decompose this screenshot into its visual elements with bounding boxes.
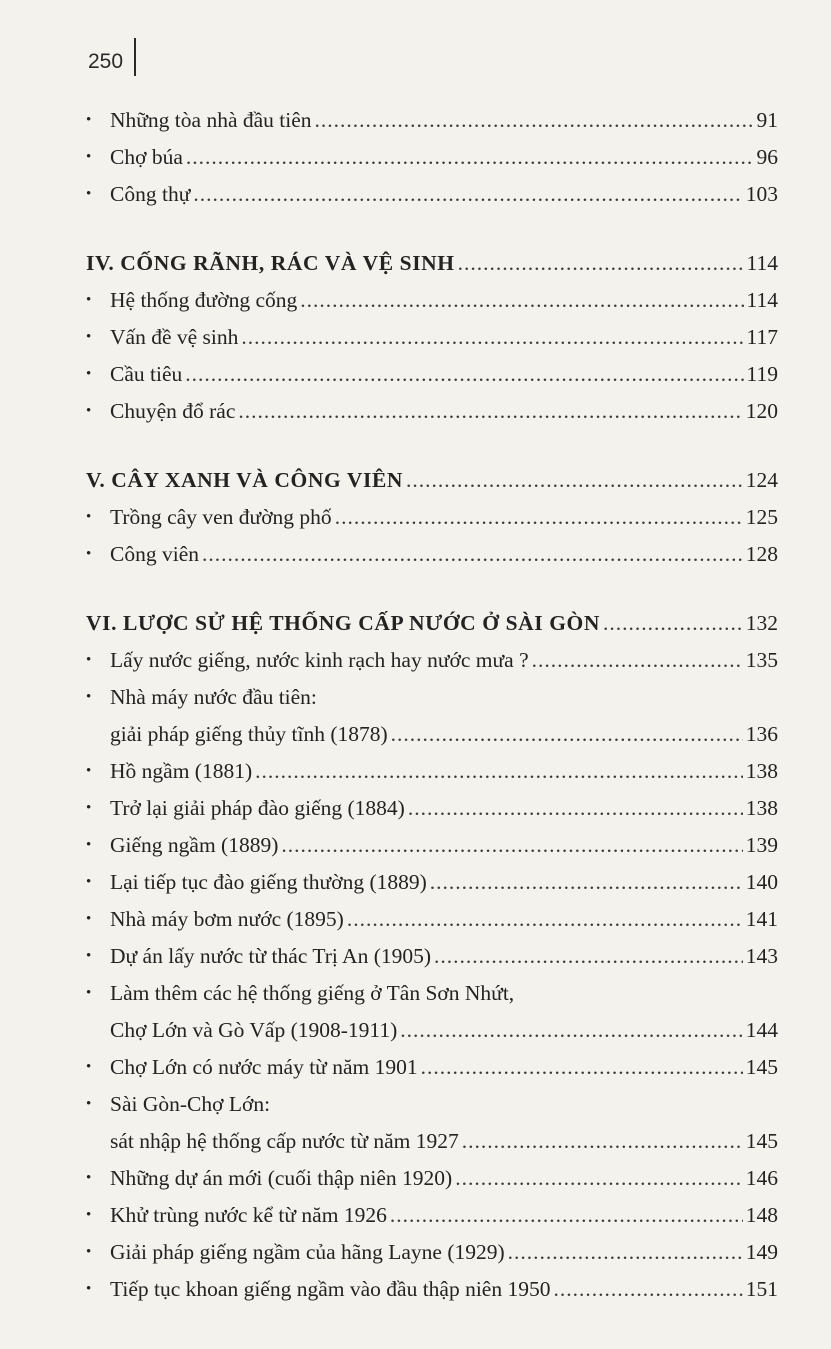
toc-entry-text: VI. LƯỢC SỬ HỆ THỐNG CẤP NƯỚC Ở SÀI GÒN xyxy=(86,611,600,635)
toc-page-number: 138 xyxy=(745,796,778,820)
toc-entry-text: Nhà máy bơm nước (1895) xyxy=(110,907,344,931)
dot-leader xyxy=(391,716,743,753)
toc-item xyxy=(86,679,778,753)
toc-page-number: 114 xyxy=(746,288,778,312)
toc-page-number: 114 xyxy=(746,251,778,275)
bullet-icon: • xyxy=(86,911,92,927)
toc-item xyxy=(86,827,778,864)
toc-entry-text: Vấn đề vệ sinh xyxy=(110,325,239,349)
dot-leader xyxy=(185,356,743,393)
toc-page-number: 124 xyxy=(745,468,778,492)
toc-item xyxy=(86,975,778,1049)
toc-entry-text: Chợ búa xyxy=(110,145,183,169)
bullet-icon: • xyxy=(86,652,92,668)
bullet-icon: • xyxy=(86,509,92,525)
page-number-rule xyxy=(134,38,136,76)
dot-leader xyxy=(400,1012,742,1049)
toc-item xyxy=(86,753,778,790)
table-of-contents xyxy=(86,102,778,1308)
toc-item xyxy=(86,102,778,139)
toc-page-number: 149 xyxy=(745,1240,778,1264)
toc-entry-text: Lấy nước giếng, nước kinh rạch hay nước mưa ? xyxy=(110,648,529,672)
toc-entry-text: Công viên xyxy=(110,542,199,566)
dot-leader xyxy=(603,605,743,642)
toc-entry-text: Chuyện đổ rác xyxy=(110,399,236,423)
toc-item xyxy=(86,790,778,827)
toc-page-number: 135 xyxy=(745,648,778,672)
dot-leader xyxy=(462,1123,743,1160)
dot-leader xyxy=(434,938,743,975)
toc-item xyxy=(86,1160,778,1197)
toc-item xyxy=(86,1197,778,1234)
toc-page-number: 145 xyxy=(745,1055,778,1079)
toc-entry-text: Công thự xyxy=(110,182,191,206)
bullet-icon: • xyxy=(86,546,92,562)
toc-entry-text: Trồng cây ven đường phố xyxy=(110,505,332,529)
bullet-icon: • xyxy=(86,837,92,853)
toc-item xyxy=(86,1049,778,1086)
toc-item xyxy=(86,1086,778,1160)
bullet-icon: • xyxy=(86,329,92,345)
toc-item xyxy=(86,176,778,213)
bullet-icon: • xyxy=(86,1244,92,1260)
toc-item xyxy=(86,901,778,938)
bullet-icon: • xyxy=(86,149,92,165)
toc-entry-text: Giếng ngầm (1889) xyxy=(110,833,279,857)
toc-page-number: 143 xyxy=(745,944,778,968)
toc-item xyxy=(86,139,778,176)
bullet-icon: • xyxy=(86,366,92,382)
toc-entry-text: Hệ thống đường cống xyxy=(110,288,298,312)
toc-item xyxy=(86,282,778,319)
toc-entry-text: Giải pháp giếng ngầm của hãng Layne (1929) xyxy=(110,1240,505,1264)
bullet-icon: • xyxy=(86,800,92,816)
bullet-icon: • xyxy=(86,1281,92,1297)
dot-leader xyxy=(532,642,743,679)
toc-page-number: 138 xyxy=(745,759,778,783)
dot-leader xyxy=(458,245,744,282)
bullet-icon: • xyxy=(86,403,92,419)
toc-entry-text: sát nhập hệ thống cấp nước từ năm 1927 xyxy=(110,1129,459,1153)
bullet-icon: • xyxy=(86,1059,92,1075)
toc-section-heading xyxy=(86,462,778,499)
toc-entry-text: Tiếp tục khoan giếng ngầm vào đầu thập niên 1950 xyxy=(110,1277,551,1301)
toc-page-number: 132 xyxy=(745,611,778,635)
toc-section-heading xyxy=(86,605,778,642)
dot-leader xyxy=(455,1160,743,1197)
toc-entry-text: Dự án lấy nước từ thác Trị An (1905) xyxy=(110,944,432,968)
dot-leader xyxy=(390,1197,743,1234)
bullet-icon: • xyxy=(86,112,92,128)
toc-entry-text: Chợ Lớn và Gò Vấp (1908-1911) xyxy=(110,1018,398,1042)
dot-leader xyxy=(430,864,743,901)
toc-section-heading xyxy=(86,245,778,282)
dot-leader xyxy=(347,901,743,938)
dot-leader xyxy=(186,139,754,176)
bullet-icon: • xyxy=(86,948,92,964)
toc-item xyxy=(86,536,778,573)
bullet-icon: • xyxy=(86,689,92,705)
toc-page-number: 141 xyxy=(745,907,778,931)
toc-item xyxy=(86,1271,778,1308)
toc-page-number: 151 xyxy=(745,1277,778,1301)
dot-leader xyxy=(281,827,742,864)
bullet-icon: • xyxy=(86,186,92,202)
dot-leader xyxy=(300,282,743,319)
bullet-icon: • xyxy=(86,763,92,779)
toc-item xyxy=(86,864,778,901)
toc-page-number: 120 xyxy=(745,399,778,423)
toc-item xyxy=(86,1234,778,1271)
bullet-icon: • xyxy=(86,1207,92,1223)
toc-item xyxy=(86,642,778,679)
dot-leader xyxy=(553,1271,742,1308)
toc-item xyxy=(86,499,778,536)
toc-entry-text: Cầu tiêu xyxy=(110,362,183,386)
dot-leader xyxy=(508,1234,743,1271)
bullet-icon: • xyxy=(86,1096,92,1112)
toc-page-number: 144 xyxy=(745,1018,778,1042)
bullet-icon: • xyxy=(86,292,92,308)
toc-entry-text: IV. CỐNG RÃNH, RÁC VÀ VỆ SINH xyxy=(86,251,455,275)
toc-entry-text: Sài Gòn-Chợ Lớn: xyxy=(110,1092,271,1116)
dot-leader xyxy=(241,319,743,356)
toc-entry-text: giải pháp giếng thủy tĩnh (1878) xyxy=(110,722,388,746)
toc-page-number: 136 xyxy=(745,722,778,746)
toc-entry-text: Hồ ngầm (1881) xyxy=(110,759,253,783)
toc-item xyxy=(86,356,778,393)
bullet-icon: • xyxy=(86,874,92,890)
dot-leader xyxy=(406,462,743,499)
toc-page-number: 148 xyxy=(745,1203,778,1227)
toc-page-number: 91 xyxy=(756,108,778,132)
dot-leader xyxy=(315,102,754,139)
toc-page-number: 140 xyxy=(745,870,778,894)
toc-entry-text: Những dự án mới (cuối thập niên 1920) xyxy=(110,1166,453,1190)
toc-item xyxy=(86,319,778,356)
bullet-icon: • xyxy=(86,1170,92,1186)
toc-item xyxy=(86,938,778,975)
dot-leader xyxy=(408,790,743,827)
toc-page-number: 96 xyxy=(756,145,778,169)
toc-entry-text: Trở lại giải pháp đào giếng (1884) xyxy=(110,796,405,820)
dot-leader xyxy=(202,536,743,573)
dot-leader xyxy=(255,753,743,790)
toc-page-number: 145 xyxy=(745,1129,778,1153)
toc-page-number: 117 xyxy=(746,325,778,349)
toc-entry-text: Nhà máy nước đầu tiên: xyxy=(110,685,317,709)
toc-page-number: 103 xyxy=(745,182,778,206)
toc-entry-text: Những tòa nhà đầu tiên xyxy=(110,108,312,132)
dot-leader xyxy=(238,393,742,430)
toc-entry-text: Chợ Lớn có nước máy từ năm 1901 xyxy=(110,1055,418,1079)
toc-page-number: 146 xyxy=(745,1166,778,1190)
dot-leader xyxy=(421,1049,743,1086)
toc-page-number: 119 xyxy=(746,362,778,386)
dot-leader xyxy=(335,499,743,536)
toc-entry-text: V. CÂY XANH VÀ CÔNG VIÊN xyxy=(86,468,404,492)
toc-entry-text: Làm thêm các hệ thống giếng ở Tân Sơn Nhứt, xyxy=(110,981,515,1005)
dot-leader xyxy=(193,176,742,213)
bullet-icon: • xyxy=(86,985,92,1001)
toc-page-number: 128 xyxy=(745,542,778,566)
toc-page-number: 125 xyxy=(745,505,778,529)
toc-item xyxy=(86,393,778,430)
toc-page-number: 139 xyxy=(745,833,778,857)
toc-entry-text: Khử trùng nước kể từ năm 1926 xyxy=(110,1203,387,1227)
toc-entry-text: Lại tiếp tục đào giếng thường (1889) xyxy=(110,870,427,894)
page-number: 250 xyxy=(88,50,124,73)
